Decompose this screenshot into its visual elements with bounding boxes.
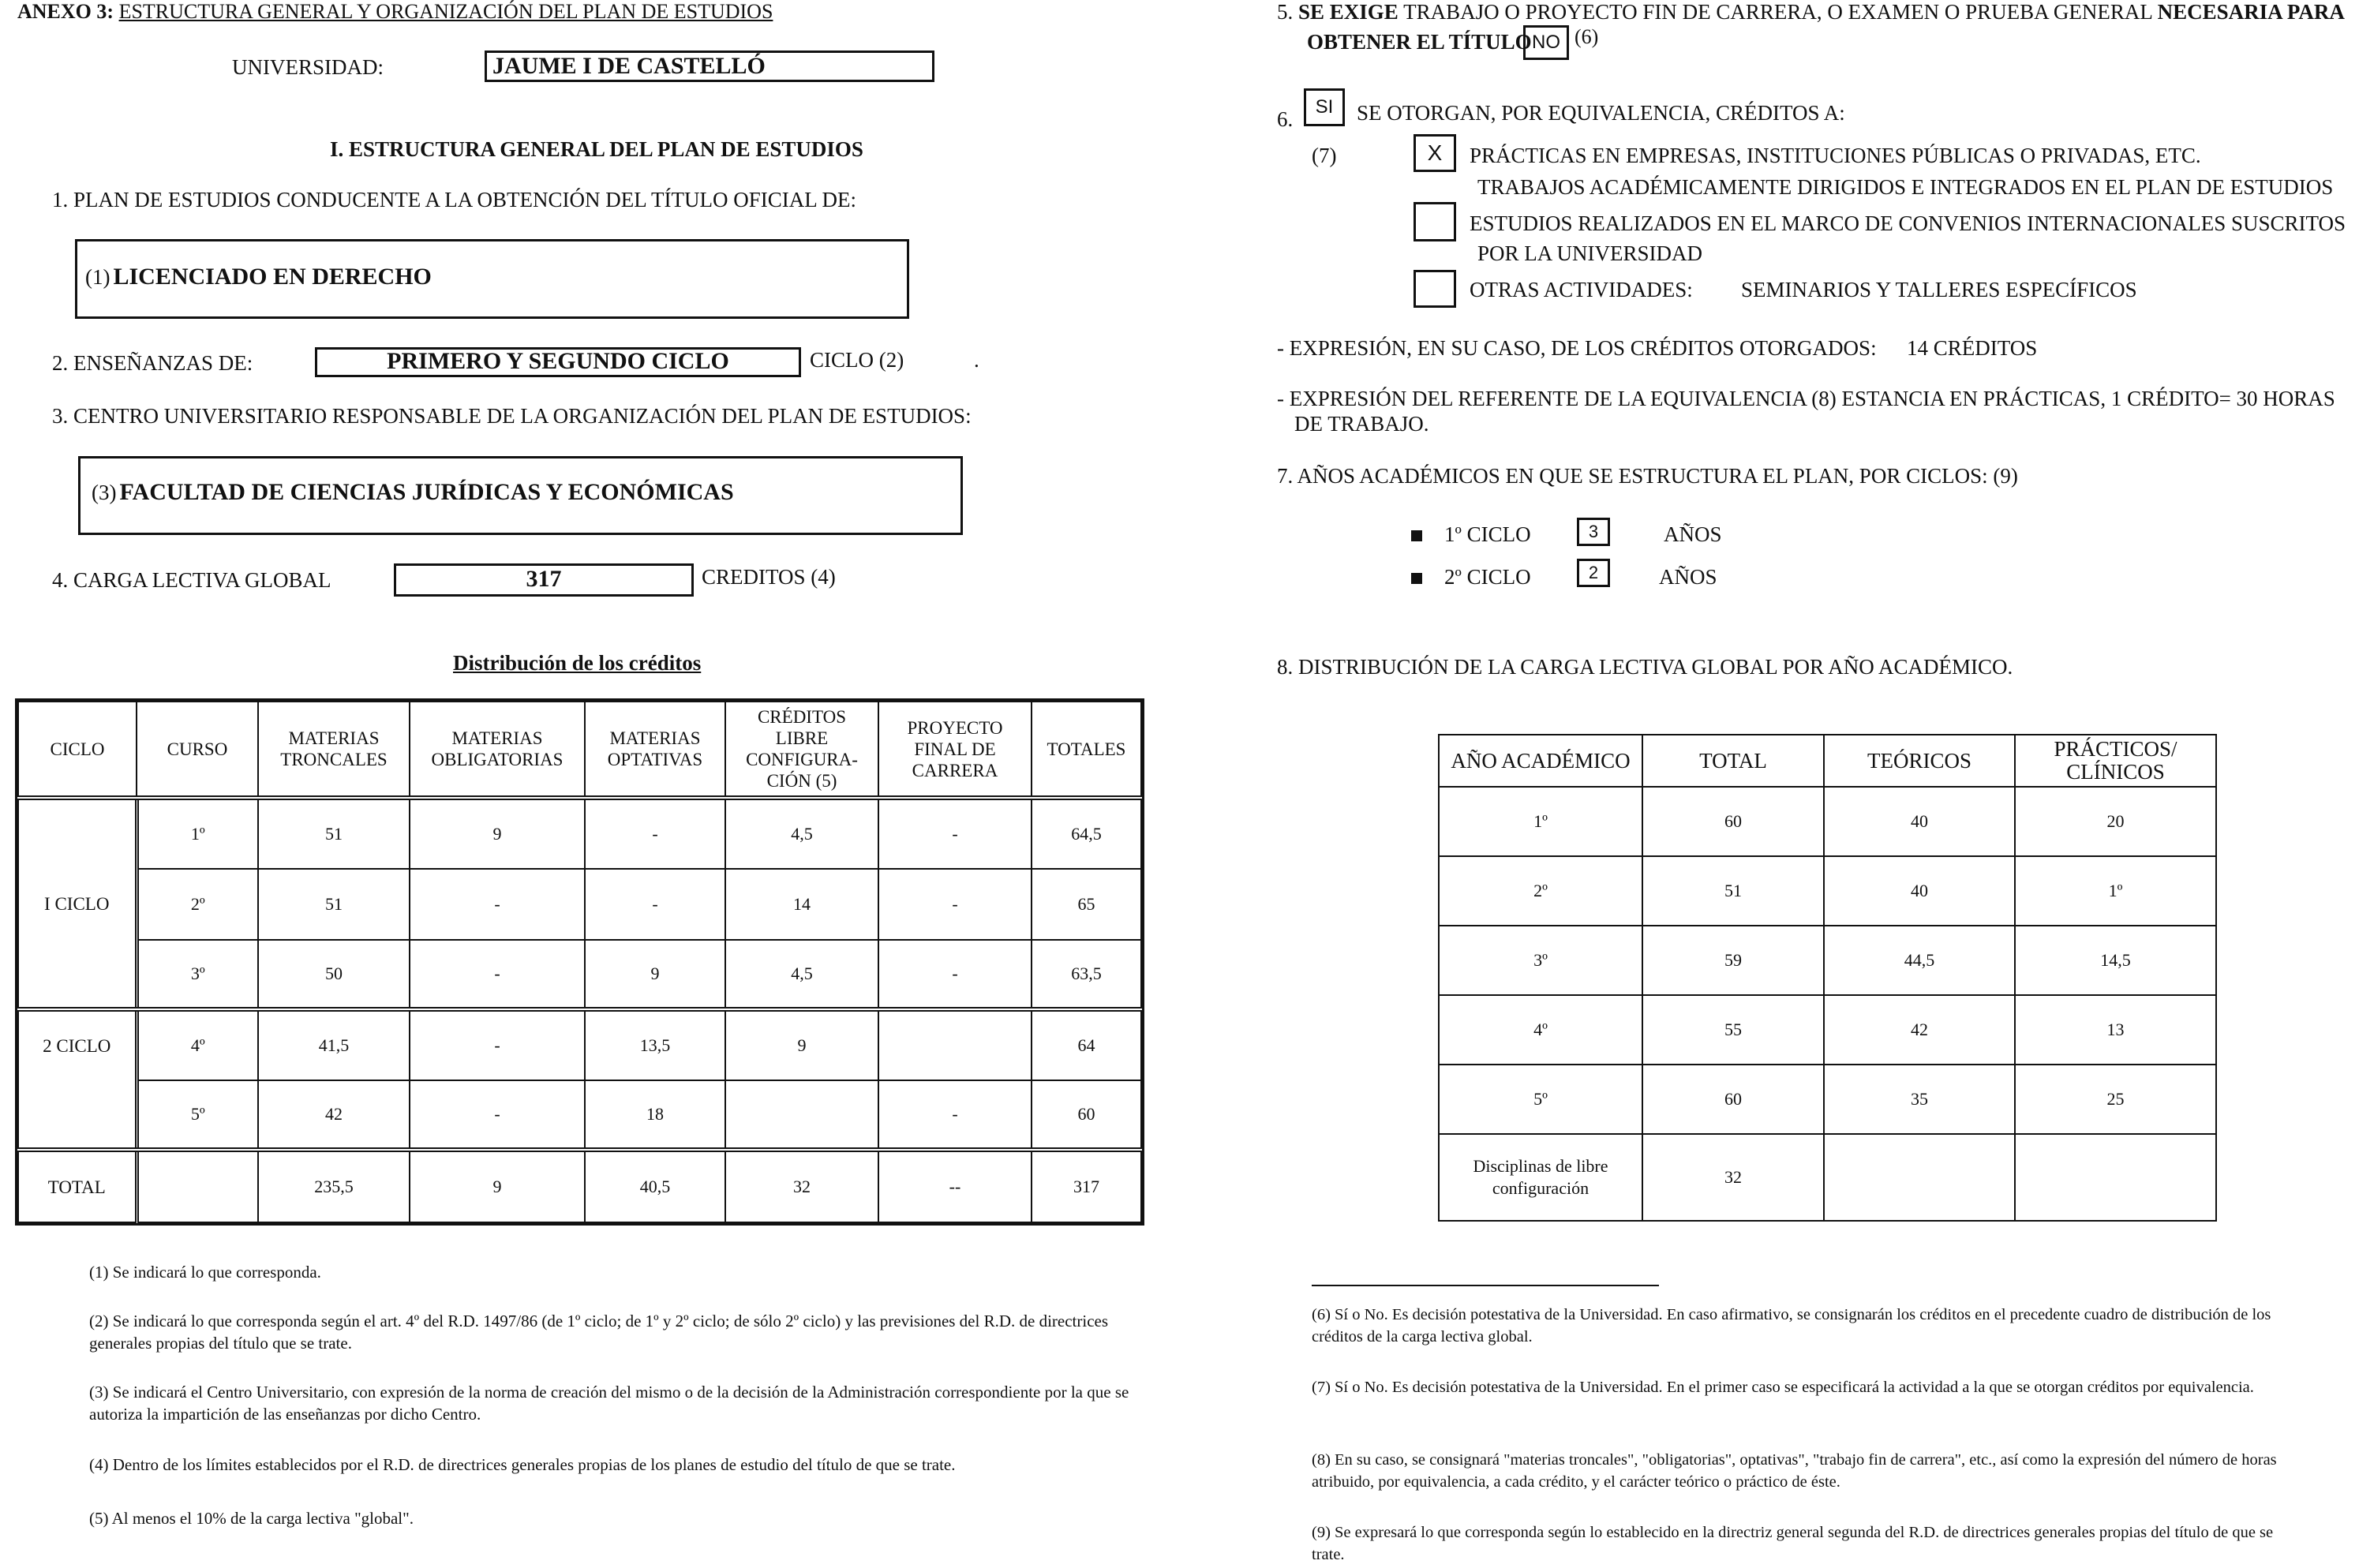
option-otras-label: OTRAS ACTIVIDADES: [1470,278,1693,301]
footnote-3: (3) Se indicará el Centro Universitario, con expresión de la norma de creación del mismo o de la decisión de la Administración correspondiente por la que se autoriza la impartición de las enseñanzas por dicho Centro. [89,1383,1129,1424]
table-row [1439,995,2216,1065]
cell-optativas: 18 [585,1080,725,1150]
cell-proyecto: - [878,1080,1032,1150]
table-row [1439,1065,2216,1134]
footnote-4: (4) Dentro de los límites establecidos por el R.D. de directrices generales propias de los planes de estudio del título de que se trate. [89,1455,956,1474]
cycle-2-label: 2 CICLO [18,1009,137,1150]
bullet-icon [1411,573,1422,584]
center-ref: (3) [92,481,117,504]
option-convenios-label2: POR LA UNIVERSIDAD [1477,241,1703,265]
credits-label: - EXPRESIÓN, EN SU CASO, DE LOS CRÉDITOS OTORGADOS: [1277,336,1877,360]
item5-bold2: NECESARIA PARA [2157,0,2345,24]
cell-practicos: 14,5 [2015,926,2216,995]
option-otras-checkbox[interactable] [1414,270,1456,308]
footnote-5: (5) Al menos el 10% de la carga lectiva "global". [89,1509,414,1528]
cell-optativas: - [585,869,725,940]
table-row [18,1080,1141,1150]
cell-anio: 5º [1439,1065,1642,1134]
university-value: JAUME I DE CASTELLÓ [492,53,766,79]
table-row [1439,926,2216,995]
cell-libre-configuracion: Disciplinas de libre configuración [1439,1134,1642,1221]
item5-bold1: SE EXIGE [1298,0,1399,24]
cell-totales: 63,5 [1032,940,1141,1009]
footnote-divider [1312,1285,1659,1286]
cell-practicos [2015,1134,2216,1221]
cell-obligatorias: 9 [410,1150,585,1222]
cell-teoricos: 44,5 [1824,926,2015,995]
cell-totales: 317 [1032,1150,1141,1222]
cell-curso: 2º [137,869,258,940]
cycle2-label: 2º CICLO [1444,565,1531,589]
header-proyecto: PROYECTO FINAL DE CARRERA [878,702,1032,798]
cell-teoricos: 35 [1824,1065,2015,1134]
cell-optativas: 13,5 [585,1009,725,1080]
credits-distribution-table [17,701,1142,1223]
header-libre-configuracion: CRÉDITOS LIBRE CONFIGURA- CIÓN (5) [725,702,878,798]
title-ref: (1) [85,265,110,289]
cell-total: 60 [1642,1065,1824,1134]
referent-line1: - EXPRESIÓN DEL REFERENTE DE LA EQUIVALENCIA (8) ESTANCIA EN PRÁCTICAS, 1 CRÉDITO= 30 HORAS [1277,387,2335,410]
item7-text: 7. AÑOS ACADÉMICOS EN QUE SE ESTRUCTURA EL PLAN, POR CICLOS: (9) [1277,464,2018,488]
cell-curso [137,1150,258,1222]
cell-total: 60 [1642,787,1824,856]
cell-totales: 65 [1032,869,1141,940]
cell-teoricos [1824,1134,2015,1221]
cell-teoricos: 40 [1824,856,2015,926]
cell-libre [725,1080,878,1150]
header-teoricos: TEÓRICOS [1824,735,2015,787]
header-curso: CURSO [137,702,258,798]
cell-troncales: 51 [258,798,410,869]
item1-text: 1. PLAN DE ESTUDIOS CONDUCENTE A LA OBTENCIÓN DEL TÍTULO OFICIAL DE: [52,188,856,211]
cycle1-years-box: 3 [1577,518,1610,546]
item5-ref: (6) [1575,25,1599,48]
table-row [1439,856,2216,926]
option-convenios-label: ESTUDIOS REALIZADOS EN EL MARCO DE CONVENIOS INTERNACIONALES SUSCRITOS [1470,211,2346,235]
credits-value: 14 CRÉDITOS [1907,336,2038,360]
option-otras-value: SEMINARIOS Y TALLERES ESPECÍFICOS [1741,278,2137,301]
cell-troncales: 50 [258,940,410,1009]
item3-text: 3. CENTRO UNIVERSITARIO RESPONSABLE DE LA ORGANIZACIÓN DEL PLAN DE ESTUDIOS: [52,404,972,428]
cell-teoricos: 40 [1824,787,2015,856]
cell-total: 59 [1642,926,1824,995]
cell-proyecto: - [878,798,1032,869]
cell-libre: 32 [725,1150,878,1222]
header-anio: AÑO ACADÉMICO [1439,735,1642,787]
referent-line2: DE TRABAJO. [1294,412,1429,436]
bullet-icon [1411,530,1422,541]
cell-total: 51 [1642,856,1824,926]
item4-label: 4. CARGA LECTIVA GLOBAL [52,568,331,592]
cell-curso: 3º [137,940,258,1009]
item6-prefix: 6. [1277,107,1294,131]
header-practicos: PRÁCTICOS/ CLÍNICOS [2015,735,2216,787]
table-total-row [18,1150,1141,1222]
table-row [1439,787,2216,856]
cycle-1-label: I CICLO [18,798,137,1009]
annex-title: ESTRUCTURA GENERAL Y ORGANIZACIÓN DEL PLAN DE ESTUDIOS [118,0,773,23]
title-value: LICENCIADO EN DERECHO [113,264,432,290]
annual-load-table [1438,734,2217,1222]
cell-obligatorias: 9 [410,798,585,869]
item6-text: SE OTORGAN, POR EQUIVALENCIA, CRÉDITOS A: [1357,101,1845,125]
total-label: TOTAL [18,1150,137,1222]
cell-libre: 4,5 [725,940,878,1009]
title-line [85,264,432,290]
footnote-2: (2) Se indicará lo que corresponda según el art. 4º del R.D. 1497/86 (de 1º ciclo; de 1º y 2º ciclo; de sólo 2º ciclo) y las previsiones del R.D. de directrices generales propias del título que se trate. [89,1312,1109,1353]
cycle1-label: 1º CICLO [1444,522,1531,546]
header-obligatorias: MATERIAS OBLIGATORIAS [410,702,585,798]
cell-anio: 3º [1439,926,1642,995]
item2-label: 2. ENSEÑANZAS DE: [52,351,253,375]
item5-text: TRABAJO O PROYECTO FIN DE CARRERA, O EXAMEN O PRUEBA GENERAL [1403,0,2152,24]
cell-optativas: - [585,798,725,869]
cell-teoricos: 42 [1824,995,2015,1065]
footnote-6: (6) Sí o No. Es decisión potestativa de la Universidad. En caso afirmativo, se consignarán los créditos en el precedente cuadro de distribución de los créditos de la carga lectiva global. [1312,1306,2271,1345]
cell-proyecto: -- [878,1150,1032,1222]
cell-practicos: 13 [2015,995,2216,1065]
item2-suffix: CICLO (2) [810,348,904,372]
cell-troncales: 235,5 [258,1150,410,1222]
cell-libre: 4,5 [725,798,878,869]
table-row [18,798,1141,869]
cell-anio: 2º [1439,856,1642,926]
option-practicas-label: PRÁCTICAS EN EMPRESAS, INSTITUCIONES PÚBLICAS O PRIVADAS, ETC. [1470,144,2201,167]
header-total: TOTAL [1642,735,1824,787]
item4-suffix: CREDITOS (4) [702,565,836,589]
item2-value: PRIMERO Y SEGUNDO CICLO [387,348,729,374]
cell-obligatorias: - [410,940,585,1009]
header-optativas: MATERIAS OPTATIVAS [585,702,725,798]
footnote-9: (9) Se expresará lo que corresponda según lo establecido en la directriz general segunda del R.D. de directrices generales propias del título de que se trate. [1312,1524,2274,1563]
center-line [92,479,734,506]
item5-no-box: NO [1523,25,1569,60]
option-convenios-checkbox[interactable] [1414,202,1456,241]
option-trabajos-label: TRABAJOS ACADÉMICAMENTE DIRIGIDOS E INTEGRADOS EN EL PLAN DE ESTUDIOS [1477,175,2334,199]
cell-troncales: 42 [258,1080,410,1150]
cell-proyecto: - [878,869,1032,940]
header-totales: TOTALES [1032,702,1141,798]
item4-value: 317 [526,566,562,592]
item5-prefix: 5. [1277,0,1294,24]
footnote-8: (8) En su caso, se consignará "materias troncales", "obligatorias", optativas", "trabajo fin de carrera", etc., así como la expresión del número de horas atribuido, por equivalencia, a cada crédito, y el carácter teórico o práctico de éste. [1312,1451,2277,1491]
cell-totales: 64 [1032,1009,1141,1080]
cell-anio: 4º [1439,995,1642,1065]
cell-obligatorias: - [410,1080,585,1150]
cell-practicos: 25 [2015,1065,2216,1134]
distribution-title: Distribución de los créditos [453,651,702,675]
cell-totales: 60 [1032,1080,1141,1150]
annex-heading [17,0,773,24]
cell-obligatorias: - [410,869,585,940]
footnote-7: (7) Sí o No. Es decisión potestativa de la Universidad. En el primer caso se especificará la actividad a la que se otorgan créditos por equivalencia. [1312,1379,2254,1396]
annex-label: ANEXO 3: [17,0,114,23]
cycle2-years-box: 2 [1577,559,1610,587]
cell-libre: 14 [725,869,878,940]
cell-curso: 5º [137,1080,258,1150]
cell-optativas: 9 [585,940,725,1009]
section-title: I. ESTRUCTURA GENERAL DEL PLAN DE ESTUDIOS [330,137,863,161]
option-practicas-checkbox[interactable]: X [1414,134,1456,172]
table2-header-row [1439,735,2216,787]
cell-totales: 64,5 [1032,798,1141,869]
cell-anio: 1º [1439,787,1642,856]
cell-practicos: 1º [2015,856,2216,926]
cell-libre: 9 [725,1009,878,1080]
item5-line2: OBTENER EL TÍTULO [1307,30,1532,54]
cell-proyecto [878,1009,1032,1080]
header-troncales: MATERIAS TRONCALES [258,702,410,798]
item6-si-box: SI [1304,88,1345,126]
cell-obligatorias: - [410,1009,585,1080]
footnote-1: (1) Se indicará lo que corresponda. [89,1263,321,1282]
cell-troncales: 51 [258,869,410,940]
cell-curso: 1º [137,798,258,869]
cell-proyecto: - [878,940,1032,1009]
table1-header-row [18,702,1141,798]
cycle2-years-word: AÑOS [1659,565,1717,589]
item5-line1 [1277,0,2345,24]
cell-troncales: 41,5 [258,1009,410,1080]
item6-ref: (7) [1312,144,1337,167]
cell-optativas: 40,5 [585,1150,725,1222]
item2-dot: . [974,348,979,372]
item8-text: 8. DISTRIBUCIÓN DE LA CARGA LECTIVA GLOBAL POR AÑO ACADÉMICO. [1277,655,2013,679]
center-value: FACULTAD DE CIENCIAS JURÍDICAS Y ECONÓMICAS [119,479,734,505]
cell-curso: 4º [137,1009,258,1080]
table-row [18,869,1141,940]
table-row [1439,1134,2216,1221]
header-ciclo: CICLO [18,702,137,798]
cycle1-years-word: AÑOS [1664,522,1722,546]
table-row [18,940,1141,1009]
cell-total: 32 [1642,1134,1824,1221]
table-row [18,1009,1141,1080]
cell-total: 55 [1642,995,1824,1065]
cell-practicos: 20 [2015,787,2216,856]
university-label: UNIVERSIDAD: [232,55,384,79]
